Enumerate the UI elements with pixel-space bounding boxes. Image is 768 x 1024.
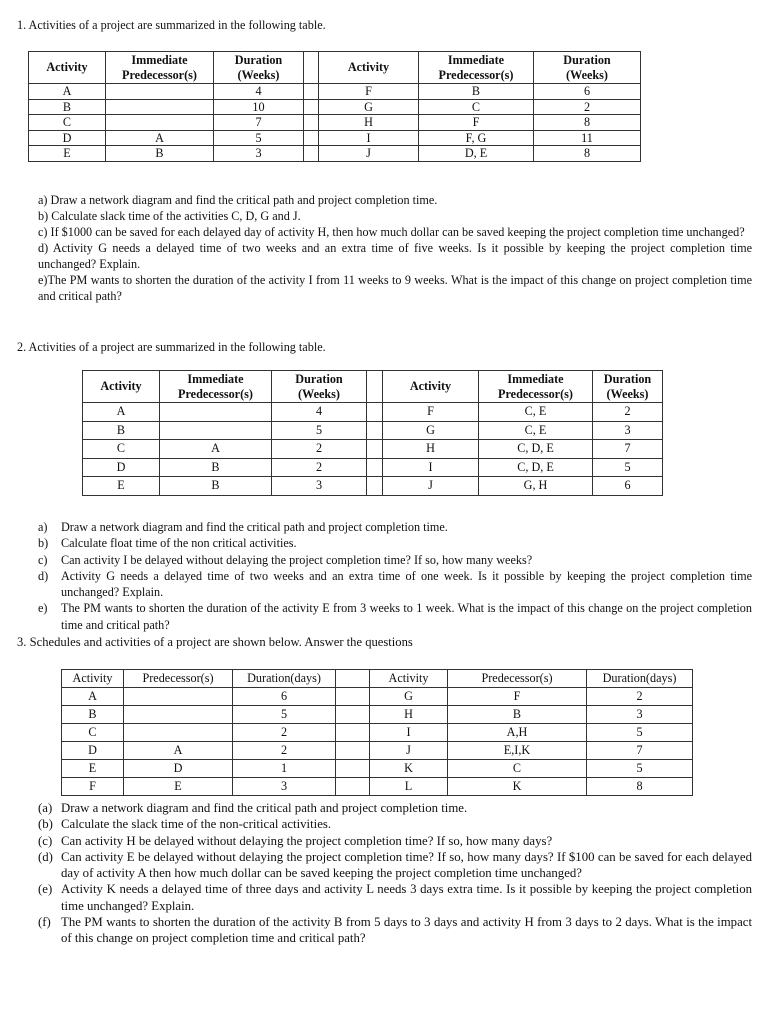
table-row bbox=[83, 421, 663, 440]
table-cell: C, D, E bbox=[479, 458, 593, 477]
table-cell: 4 bbox=[272, 403, 367, 422]
column-header: Immediate Predecessor(s) bbox=[479, 371, 593, 403]
table-gap-cell bbox=[336, 670, 370, 688]
table-cell: 8 bbox=[534, 146, 641, 162]
question-text: Activity G needs a delayed time of two weeks and an extra time of one week. Is it possible by keeping the project completion time unchanged? Explain. bbox=[61, 568, 752, 600]
table-cell: 1 bbox=[233, 760, 336, 778]
table-gap-cell bbox=[367, 440, 383, 459]
question-text: Draw a network diagram and find the critical path and project completion time. bbox=[61, 801, 468, 815]
table-gap-cell bbox=[304, 146, 319, 162]
table-cell: J bbox=[383, 477, 479, 496]
table-cell: C, D, E bbox=[479, 440, 593, 459]
table-row bbox=[83, 477, 663, 496]
question-marker: (b) bbox=[38, 817, 53, 832]
table-cell: 6 bbox=[233, 688, 336, 706]
column-header: Immediate Predecessor(s) bbox=[419, 52, 534, 84]
question-marker: (c) bbox=[38, 833, 53, 848]
table-cell: A bbox=[106, 130, 214, 146]
table-cell: G, H bbox=[479, 477, 593, 496]
table-cell: F bbox=[419, 115, 534, 131]
table-cell: 6 bbox=[593, 477, 663, 496]
question-item bbox=[38, 519, 752, 535]
problem-3-questions bbox=[38, 800, 752, 947]
table-header-row bbox=[29, 52, 641, 84]
table-row bbox=[29, 146, 641, 162]
table-gap-cell bbox=[336, 778, 370, 796]
table-cell: B bbox=[448, 706, 587, 724]
table-cell: 5 bbox=[272, 421, 367, 440]
table-cell: 3 bbox=[593, 421, 663, 440]
problem-1-heading: 1. Activities of a project are summarized in the following table. bbox=[17, 18, 326, 32]
column-header: Immediate Predecessor(s) bbox=[106, 52, 214, 84]
table-cell: I bbox=[383, 458, 479, 477]
table-cell: 5 bbox=[214, 130, 304, 146]
table-cell: C bbox=[29, 115, 106, 131]
table-cell: D bbox=[29, 130, 106, 146]
problem-2-table bbox=[82, 370, 663, 496]
question-item: d) Activity G needs a delayed time of two weeks and an extra time of five weeks. Is it possible by keeping the project completion time unchanged? Explain. bbox=[38, 241, 752, 271]
table-cell: C bbox=[448, 760, 587, 778]
table-cell: 5 bbox=[593, 458, 663, 477]
table-cell: B bbox=[106, 146, 214, 162]
table-cell: 10 bbox=[214, 99, 304, 115]
question-item: a) Draw a network diagram and find the critical path and project completion time. bbox=[38, 193, 438, 207]
table-cell: C bbox=[62, 724, 124, 742]
table-cell: D bbox=[83, 458, 160, 477]
table-cell: 6 bbox=[534, 84, 641, 100]
table-cell: J bbox=[370, 742, 448, 760]
table-cell: 4 bbox=[214, 84, 304, 100]
table-cell: D, E bbox=[419, 146, 534, 162]
question-item bbox=[38, 914, 752, 947]
question-item: b) Calculate slack time of the activities C, D, G and J. bbox=[38, 209, 301, 223]
table-row bbox=[29, 130, 641, 146]
question-marker: (d) bbox=[38, 849, 53, 864]
table-cell: A bbox=[160, 440, 272, 459]
question-marker: c) bbox=[38, 552, 48, 567]
table-cell bbox=[124, 688, 233, 706]
table-cell bbox=[124, 706, 233, 724]
question-marker: b) bbox=[38, 536, 49, 551]
table-row bbox=[62, 742, 693, 760]
table-cell: E bbox=[29, 146, 106, 162]
table-cell: K bbox=[448, 778, 587, 796]
table-gap-cell bbox=[367, 458, 383, 477]
table-gap-cell bbox=[304, 99, 319, 115]
table-cell: B bbox=[419, 84, 534, 100]
table-cell: 2 bbox=[272, 458, 367, 477]
table-cell bbox=[160, 403, 272, 422]
question-item bbox=[38, 552, 752, 568]
question-text: Draw a network diagram and find the critical path and project completion time. bbox=[61, 520, 448, 534]
table-row bbox=[62, 724, 693, 742]
table-cell: F bbox=[319, 84, 419, 100]
table-cell: G bbox=[370, 688, 448, 706]
table-cell: A,H bbox=[448, 724, 587, 742]
table-cell: F, G bbox=[419, 130, 534, 146]
column-header: Activity bbox=[383, 371, 479, 403]
table-row bbox=[62, 706, 693, 724]
table-cell: I bbox=[370, 724, 448, 742]
table-gap-cell bbox=[304, 84, 319, 100]
table-cell: F bbox=[448, 688, 587, 706]
table-row bbox=[62, 778, 693, 796]
table-cell: B bbox=[160, 477, 272, 496]
table-cell: 3 bbox=[233, 778, 336, 796]
question-text: Can activity H be delayed without delaying the project completion time? If so, how many days? bbox=[61, 833, 553, 848]
column-header: Duration (Weeks) bbox=[272, 371, 367, 403]
table-cell bbox=[106, 84, 214, 100]
question-text: The PM wants to shorten the duration of the activity E from 3 weeks to 1 week. What is the impact of this change on the project completion time and critical path? bbox=[61, 601, 752, 632]
question-item bbox=[38, 849, 752, 882]
table-row bbox=[29, 115, 641, 131]
problem-1-table bbox=[28, 51, 641, 162]
table-cell: 8 bbox=[587, 778, 693, 796]
problem-3-table bbox=[61, 669, 693, 796]
question-marker: (e) bbox=[38, 882, 53, 897]
table-cell: 7 bbox=[214, 115, 304, 131]
table-cell: 2 bbox=[587, 688, 693, 706]
question-item bbox=[38, 881, 752, 914]
table-cell: L bbox=[370, 778, 448, 796]
table-gap-cell bbox=[336, 724, 370, 742]
table-row bbox=[83, 458, 663, 477]
table-cell: E bbox=[124, 778, 233, 796]
table-cell: B bbox=[83, 421, 160, 440]
table-gap-cell bbox=[336, 688, 370, 706]
question-item: e)The PM wants to shorten the duration of the activity I from 11 weeks to 9 weeks. What is the impact of this change on project completion time and critical path? bbox=[38, 273, 752, 303]
table-cell: 8 bbox=[534, 115, 641, 131]
table-cell: G bbox=[319, 99, 419, 115]
table-cell: 7 bbox=[593, 440, 663, 459]
question-item bbox=[38, 833, 752, 849]
table-cell: G bbox=[383, 421, 479, 440]
table-row bbox=[29, 99, 641, 115]
table-cell: F bbox=[383, 403, 479, 422]
question-marker: (a) bbox=[38, 801, 53, 815]
table-cell: 7 bbox=[587, 742, 693, 760]
table-gap-cell bbox=[367, 421, 383, 440]
table-cell: C, E bbox=[479, 421, 593, 440]
table-cell: C, E bbox=[479, 403, 593, 422]
column-header: Predecessor(s) bbox=[124, 670, 233, 688]
table-gap-cell bbox=[304, 115, 319, 131]
table-cell bbox=[106, 99, 214, 115]
question-item bbox=[38, 800, 752, 816]
question-item bbox=[38, 816, 752, 832]
column-header: Duration (Weeks) bbox=[214, 52, 304, 84]
column-header: Duration(days) bbox=[587, 670, 693, 688]
table-cell: 2 bbox=[593, 403, 663, 422]
question-text: Can activity I be delayed without delaying the project completion time? If so, how many weeks? bbox=[61, 552, 533, 567]
table-gap-cell bbox=[367, 477, 383, 496]
table-row bbox=[83, 440, 663, 459]
table-cell: H bbox=[319, 115, 419, 131]
question-item bbox=[38, 568, 752, 601]
column-header: Immediate Predecessor(s) bbox=[160, 371, 272, 403]
table-cell: J bbox=[319, 146, 419, 162]
table-cell: 2 bbox=[272, 440, 367, 459]
table-cell: 2 bbox=[233, 742, 336, 760]
table-cell: A bbox=[62, 688, 124, 706]
question-text: Can activity E be delayed without delaying the project completion time? If so, how many days? If $100 can be saved for each delayed day of activity A then how much dollar can be saved keeping the project completion time unchanged? bbox=[61, 849, 752, 881]
table-gap-cell bbox=[336, 742, 370, 760]
column-header: Activity bbox=[29, 52, 106, 84]
table-gap-cell bbox=[304, 52, 319, 84]
table-cell: E bbox=[83, 477, 160, 496]
question-text: Activity K needs a delayed time of three days and activity L needs 3 days extra time. Is it possible by keeping the project completion time unchanged? Explain. bbox=[61, 882, 752, 913]
table-cell: B bbox=[62, 706, 124, 724]
table-header-row bbox=[62, 670, 693, 688]
column-header: Activity bbox=[83, 371, 160, 403]
table-row bbox=[29, 84, 641, 100]
table-cell: E bbox=[62, 760, 124, 778]
problem-1-questions bbox=[38, 192, 752, 304]
table-cell: C bbox=[83, 440, 160, 459]
column-header: Duration (Weeks) bbox=[593, 371, 663, 403]
column-header: Activity bbox=[370, 670, 448, 688]
question-text: Calculate float time of the non critical activities. bbox=[61, 536, 297, 551]
question-marker: e) bbox=[38, 601, 48, 616]
question-text: The PM wants to shorten the duration of the activity B from 5 days to 3 days and activity H from 3 days to 2 days. What is the impact of this change on project completion time and critical path? bbox=[61, 915, 752, 946]
table-gap-cell bbox=[367, 371, 383, 403]
table-row bbox=[62, 688, 693, 706]
table-cell: 3 bbox=[214, 146, 304, 162]
table-header-row bbox=[83, 371, 663, 403]
table-cell bbox=[106, 115, 214, 131]
table-cell: H bbox=[370, 706, 448, 724]
table-cell: 3 bbox=[272, 477, 367, 496]
table-cell: B bbox=[160, 458, 272, 477]
table-cell bbox=[160, 421, 272, 440]
table-cell: 5 bbox=[587, 760, 693, 778]
column-header: Duration (Weeks) bbox=[534, 52, 641, 84]
table-cell: A bbox=[29, 84, 106, 100]
column-header: Predecessor(s) bbox=[448, 670, 587, 688]
table-gap-cell bbox=[336, 706, 370, 724]
table-cell: 2 bbox=[233, 724, 336, 742]
column-header: Activity bbox=[319, 52, 419, 84]
table-cell: 2 bbox=[534, 99, 641, 115]
question-marker: (f) bbox=[38, 915, 51, 930]
question-item: c) If $1000 can be saved for each delayed day of activity H, then how much dollar can be saved keeping the project completion time unchanged? bbox=[38, 225, 745, 239]
table-cell: B bbox=[29, 99, 106, 115]
question-marker: d) bbox=[38, 568, 49, 583]
table-cell bbox=[124, 724, 233, 742]
question-text: Calculate the slack time of the non-critical activities. bbox=[61, 817, 332, 832]
table-cell: H bbox=[383, 440, 479, 459]
table-row bbox=[62, 760, 693, 778]
question-item bbox=[38, 535, 752, 551]
table-cell: I bbox=[319, 130, 419, 146]
table-cell: 3 bbox=[587, 706, 693, 724]
question-marker: a) bbox=[38, 520, 48, 534]
table-cell: A bbox=[83, 403, 160, 422]
table-cell: D bbox=[62, 742, 124, 760]
table-cell: 5 bbox=[587, 724, 693, 742]
table-cell: 5 bbox=[233, 706, 336, 724]
table-gap-cell bbox=[304, 130, 319, 146]
table-gap-cell bbox=[336, 760, 370, 778]
table-cell: D bbox=[124, 760, 233, 778]
table-gap-cell bbox=[367, 403, 383, 422]
problem-2-heading: 2. Activities of a project are summarized in the following table. bbox=[17, 340, 326, 354]
problem-2-questions bbox=[38, 519, 752, 633]
table-cell: E,I,K bbox=[448, 742, 587, 760]
table-cell: F bbox=[62, 778, 124, 796]
table-cell: K bbox=[370, 760, 448, 778]
table-cell: 11 bbox=[534, 130, 641, 146]
column-header: Activity bbox=[62, 670, 124, 688]
column-header: Duration(days) bbox=[233, 670, 336, 688]
question-item bbox=[38, 600, 752, 633]
table-cell: A bbox=[124, 742, 233, 760]
problem-3-heading: 3. Schedules and activities of a project are shown below. Answer the questions bbox=[17, 635, 413, 649]
table-cell: C bbox=[419, 99, 534, 115]
table-row bbox=[83, 403, 663, 422]
